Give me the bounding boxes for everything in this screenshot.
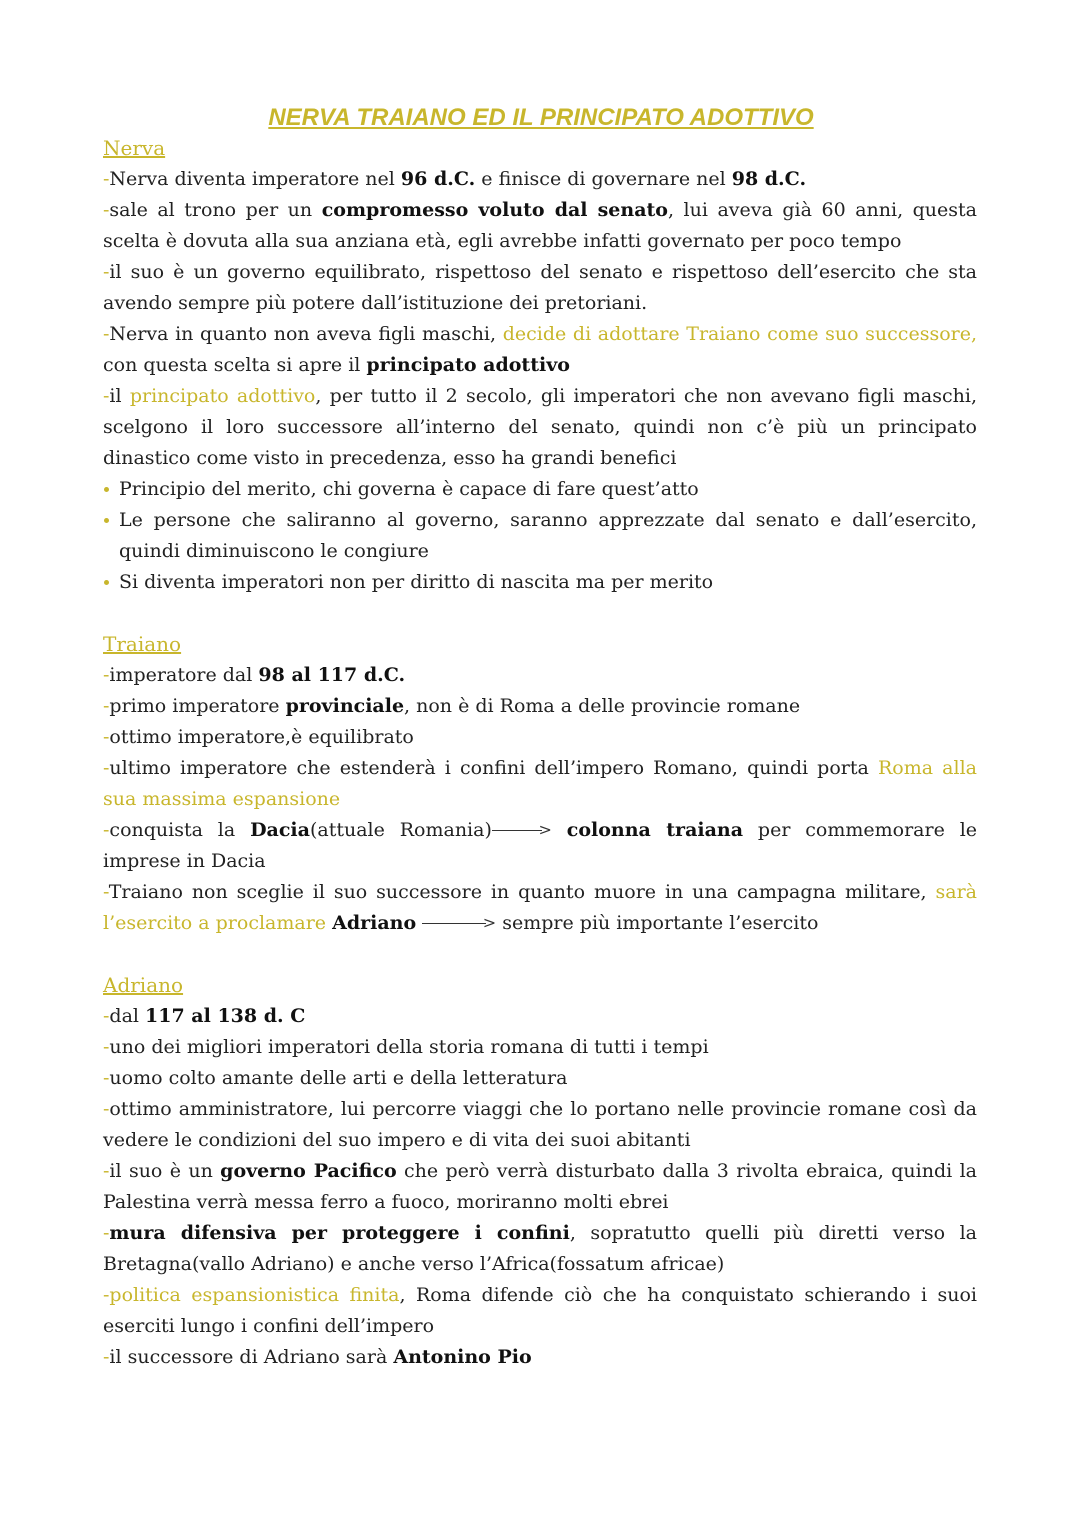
paragraph-line: -il successore di Adriano sarà Antonino Pio [103,1346,532,1368]
dash-marker: - [103,819,110,841]
dash-marker: - [103,664,110,686]
dash-marker: - [103,1222,110,1244]
dash-marker: - [103,1005,110,1027]
dash-marker: - [103,261,110,283]
dash-marker: - [103,757,110,779]
section-heading-traiano: Traiano [103,632,182,656]
paragraph-line: -il principato adottivo, per tutto il 2 secolo, gli imperatori che non avevano figli maschi, scelgono il loro successore all’interno del senato, quindi non c’è più un principato dinastico come visto in precedenza, esso ha grandi benefici [103,385,977,469]
dash-marker: - [103,726,110,748]
bullet-dot-icon [104,518,109,523]
section-heading-nerva: Nerva [103,136,166,160]
dash-marker: - [103,1098,110,1120]
paragraph-line: -politica espansionistica finita, Roma difende ciò che ha conquistato schierando i suoi eserciti lungo i confini dell’impero [103,1284,977,1337]
dash-marker: - [103,881,109,903]
arrow-icon: > [492,826,552,836]
dash-marker: - [103,1160,110,1182]
paragraph-line: -Traiano non sceglie il suo successore in quanto muore in una campagna militare, sarà l’esercito a proclamare Adriano > sempre più importante l’esercito [103,881,977,934]
dash-marker: - [103,1346,110,1368]
section-adriano [103,970,977,1373]
paragraph-line: -uomo colto amante delle arti e della letteratura [103,1067,568,1089]
paragraph-line: -primo imperatore provinciale, non è di Roma a delle provincie romane [103,695,801,717]
dash-marker: - [103,168,110,190]
bullet-dot-icon [104,580,109,585]
paragraph-line: -uno dei migliori imperatori della storia romana di tutti i tempi [103,1036,709,1058]
paragraph-line: -ultimo imperatore che estenderà i confini dell’impero Romano, quindi porta Roma alla sua massima espansione [103,757,977,810]
paragraph-line: -mura difensiva per proteggere i confini, sopratutto quelli più diretti verso la Bretagna(vallo Adriano) e anche verso l’Africa(fossatum africae) [103,1222,977,1275]
dash-marker: - [103,385,110,407]
highlighted-text: sarà l’esercito a proclamare [103,881,977,934]
section-traiano [103,629,977,939]
paragraph-line: -il suo è un governo equilibrato, rispettoso del senato e rispettoso dell’esercito che sta avendo sempre più potere dall’istituzione dei pretoriani. [103,261,977,314]
paragraph-line: -Nerva in quanto non aveva figli maschi, decide di adottare Traiano come suo successore, con questa scelta si apre il principato adottivo [103,323,978,376]
benefits-list [103,474,977,598]
section-gap [103,598,977,629]
dash-marker: - [103,1036,110,1058]
paragraph-line: -conquista la Dacia(attuale Romania) > colonna traiana per commemorare le imprese in Dacia [103,819,978,872]
paragraph-line: -il suo è un governo Pacifico che però verrà disturbato dalla 3 rivolta ebraica, quindi la Palestina verrà messa ferro a fuoco, moriranno molti ebrei [103,1160,977,1213]
dash-marker: - [103,323,110,345]
list-item: Le persone che saliranno al governo, saranno apprezzate dal senato e dall’esercito, quindi diminuiscono le congiure [119,505,977,567]
paragraph-line: -imperatore dal 98 al 117 d.C. [103,664,406,686]
paragraph-line: -ottimo imperatore,è equilibrato [103,726,414,748]
paragraph-line: -sale al trono per un compromesso voluto dal senato, lui aveva già 60 anni, questa scelta è dovuta alla sua anziana età, egli avrebbe infatti governato per poco tempo [103,199,978,252]
dash-marker: - [103,1067,110,1089]
paragraph-line: -ottimo amministratore, lui percorre viaggi che lo portano nelle provincie romane così da vedere le condizioni del suo impero e di vita dei suoi abitanti [103,1098,977,1151]
document-page [103,103,977,1373]
highlighted-text: decide di adottare Traiano come suo successore, [502,323,978,345]
arrow-icon: > [422,919,496,929]
paragraph-line: -Nerva diventa imperatore nel 96 d.C. e finisce di governare nel 98 d.C. [103,168,807,190]
section-nerva [103,133,977,598]
bullet-dot-icon [104,487,109,492]
page-title: NERVA TRAIANO ED IL PRINCIPATO ADOTTIVO [268,104,814,131]
highlighted-text: Roma alla sua massima espansione [103,757,977,810]
dash-marker: - [103,695,110,717]
paragraph-line: -dal 117 al 138 d. C [103,1005,306,1027]
dash-marker: - [103,199,110,221]
highlighted-text: principato adottivo [129,385,316,407]
list-item: Principio del merito, chi governa è capace di fare quest’atto [119,474,977,505]
section-heading-adriano: Adriano [103,973,184,997]
section-gap [103,939,977,970]
dash-marker: - [103,1284,110,1306]
list-item: Si diventa imperatori non per diritto di nascita ma per merito [119,567,977,598]
highlighted-text: politica espansionistica finita [109,1284,400,1306]
